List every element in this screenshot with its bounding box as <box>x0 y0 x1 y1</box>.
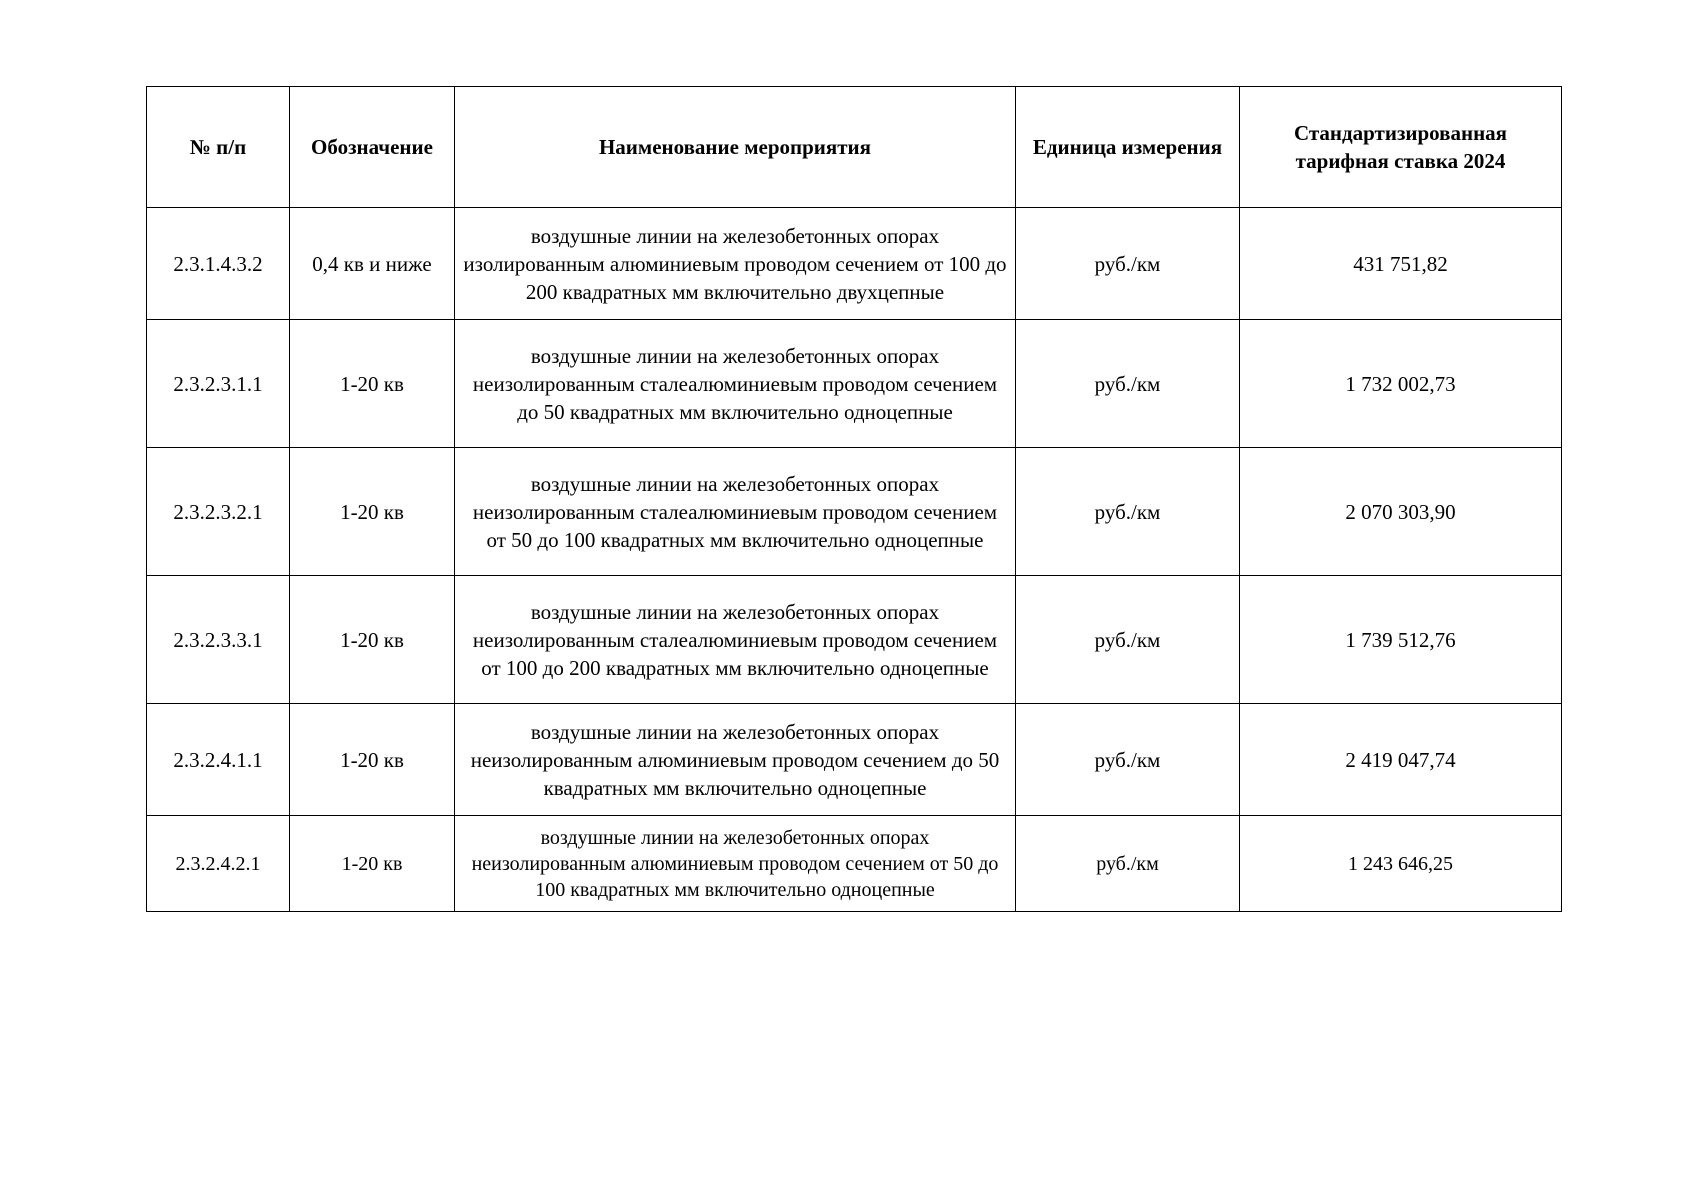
row-name: воздушные линии на железобетонных опорах неизолированным сталеалюминиевым проводом сечением от 100 до 200 квадратных мм включительно одноцепные <box>455 576 1016 704</box>
header-rate: Стандартизированная тарифная ставка 2024 <box>1240 87 1562 208</box>
row-name: воздушные линии на железобетонных опорах неизолированным сталеалюминиевым проводом сечением до 50 квадратных мм включительно одноцепные <box>455 320 1016 448</box>
header-designation: Обозначение <box>290 87 455 208</box>
row-num: 2.3.2.4.1.1 <box>147 704 290 816</box>
row-name: воздушные линии на железобетонных опорах неизолированным алюминиевым проводом сечением от 50 до 100 квадратных мм включительно одноцепные <box>455 816 1016 912</box>
row-designation: 1-20 кв <box>290 704 455 816</box>
table-row <box>147 448 1562 576</box>
row-num: 2.3.2.3.1.1 <box>147 320 290 448</box>
row-designation: 1-20 кв <box>290 816 455 912</box>
row-unit: руб./км <box>1016 448 1240 576</box>
row-rate: 1 732 002,73 <box>1240 320 1562 448</box>
table-header-row <box>147 87 1562 208</box>
row-rate: 1 243 646,25 <box>1240 816 1562 912</box>
table-row <box>147 704 1562 816</box>
row-rate: 1 739 512,76 <box>1240 576 1562 704</box>
row-unit: руб./км <box>1016 816 1240 912</box>
tariff-table <box>146 86 1562 912</box>
row-unit: руб./км <box>1016 704 1240 816</box>
row-name: воздушные линии на железобетонных опорах неизолированным сталеалюминиевым проводом сечением от 50 до 100 квадратных мм включительно одноцепные <box>455 448 1016 576</box>
row-num: 2.3.2.3.2.1 <box>147 448 290 576</box>
table-row <box>147 208 1562 320</box>
row-rate: 2 070 303,90 <box>1240 448 1562 576</box>
row-rate: 2 419 047,74 <box>1240 704 1562 816</box>
row-unit: руб./км <box>1016 320 1240 448</box>
row-name: воздушные линии на железобетонных опорах изолированным алюминиевым проводом сечением от 100 до 200 квадратных мм включительно двухцепные <box>455 208 1016 320</box>
row-num: 2.3.2.3.3.1 <box>147 576 290 704</box>
table-row <box>147 320 1562 448</box>
row-num: 2.3.1.4.3.2 <box>147 208 290 320</box>
row-unit: руб./км <box>1016 576 1240 704</box>
row-designation: 0,4 кв и ниже <box>290 208 455 320</box>
table-row <box>147 816 1562 912</box>
header-unit: Единица измерения <box>1016 87 1240 208</box>
row-designation: 1-20 кв <box>290 320 455 448</box>
row-unit: руб./км <box>1016 208 1240 320</box>
row-rate: 431 751,82 <box>1240 208 1562 320</box>
row-designation: 1-20 кв <box>290 448 455 576</box>
header-num: № п/п <box>147 87 290 208</box>
table-row <box>147 576 1562 704</box>
row-name: воздушные линии на железобетонных опорах неизолированным алюминиевым проводом сечением до 50 квадратных мм включительно одноцепные <box>455 704 1016 816</box>
row-num: 2.3.2.4.2.1 <box>147 816 290 912</box>
header-name: Наименование мероприятия <box>455 87 1016 208</box>
row-designation: 1-20 кв <box>290 576 455 704</box>
